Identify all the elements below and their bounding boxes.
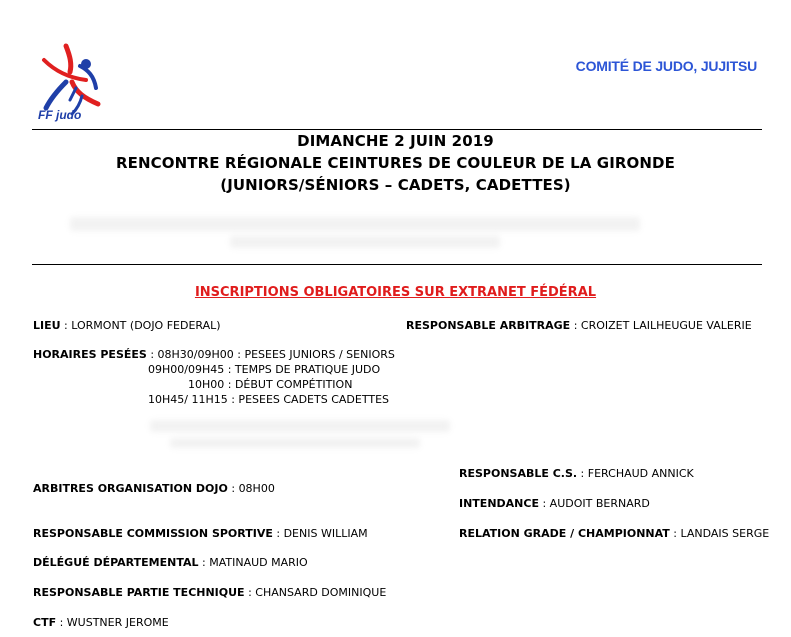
horaires-line-1: 08H30/09H00 : PESEES JUNIORS / SENIORS	[157, 348, 395, 361]
technique-value: CHANSARD DOMINIQUE	[255, 586, 387, 599]
blurred-text	[170, 438, 420, 448]
intendance-row: INTENDANCE : AUDOIT BERNARD	[459, 497, 650, 510]
horaires-line-2: 09H00/09H45 : TEMPS DE PRATIQUE JUDO	[148, 363, 381, 376]
ctf-label: CTF	[33, 616, 57, 629]
top-divider	[32, 129, 762, 130]
logo-text: FF judo	[38, 108, 82, 122]
middle-divider	[32, 264, 762, 265]
ctf-value: WUSTNER JEROME	[66, 616, 169, 629]
arbitrage-row: RESPONSABLE ARBITRAGE : CROIZET LAILHEUGUE VALERIE	[406, 319, 752, 332]
grade-row: RELATION GRADE / CHAMPIONNAT : LANDAIS SERGE	[459, 527, 770, 540]
arbitres-label: ARBITRES ORGANISATION DOJO	[33, 482, 228, 495]
horaires-line-3: 10H00 : DÉBUT COMPÉTITION	[188, 378, 353, 391]
cs-row: RESPONSABLE C.S. : FERCHAUD ANNICK	[459, 467, 694, 480]
blurred-text	[70, 217, 640, 231]
lieu-value: LORMONT (DOJO FEDERAL)	[71, 319, 221, 332]
commission-value: DENIS WILLIAM	[283, 527, 368, 540]
grade-value: LANDAIS SERGE	[680, 527, 770, 540]
arbitrage-label: RESPONSABLE ARBITRAGE	[406, 319, 571, 332]
organization-name: COMITÉ DE JUDO, JUJITSU	[575, 58, 757, 74]
commission-label: RESPONSABLE COMMISSION SPORTIVE	[33, 527, 273, 540]
blurred-text	[230, 236, 500, 248]
intendance-label: INTENDANCE	[459, 497, 539, 510]
lieu-row: LIEU : LORMONT (DOJO FEDERAL)	[33, 319, 221, 332]
delegue-label: DÉLÉGUÉ DÉPARTEMENTAL	[33, 556, 199, 569]
blurred-text	[150, 420, 450, 432]
grade-label: RELATION GRADE / CHAMPIONNAT	[459, 527, 670, 540]
arbitres-row: ARBITRES ORGANISATION DOJO : 08H00	[33, 482, 275, 495]
arbitrage-value: CROIZET LAILHEUGUE VALERIE	[580, 319, 752, 332]
arbitres-value: 08H00	[238, 482, 275, 495]
title-event: RENCONTRE RÉGIONALE CEINTURES DE COULEUR DE LA GIRONDE	[116, 154, 675, 172]
lieu-label: LIEU	[33, 319, 61, 332]
delegue-row: DÉLÉGUÉ DÉPARTEMENTAL : MATINAUD MARIO	[33, 556, 308, 569]
horaires-line-4: 10H45/ 11H15 : PESEES CADETS CADETTES	[148, 393, 390, 406]
title-date: DIMANCHE 2 JUIN 2019	[297, 132, 494, 150]
cs-label: RESPONSABLE C.S.	[459, 467, 578, 480]
technique-label: RESPONSABLE PARTIE TECHNIQUE	[33, 586, 245, 599]
horaires-row: HORAIRES PESÉES : 08H30/09H00 : PESEES JUNIORS / SENIORS	[33, 348, 395, 361]
intendance-value: AUDOIT BERNARD	[549, 497, 650, 510]
horaires-label: HORAIRES PESÉES	[33, 348, 147, 361]
registration-notice: INSCRIPTIONS OBLIGATOIRES SUR EXTRANET FÉDÉRAL	[194, 285, 597, 300]
title-categories: (JUNIORS/SÉNIORS – CADETS, CADETTES)	[220, 176, 571, 194]
delegue-value: MATINAUD MARIO	[209, 556, 308, 569]
commission-row: RESPONSABLE COMMISSION SPORTIVE : DENIS WILLIAM	[33, 527, 368, 540]
ctf-row: CTF : WUSTNER JEROME	[33, 616, 169, 629]
cs-value: FERCHAUD ANNICK	[587, 467, 694, 480]
technique-row: RESPONSABLE PARTIE TECHNIQUE : CHANSARD DOMINIQUE	[33, 586, 387, 599]
